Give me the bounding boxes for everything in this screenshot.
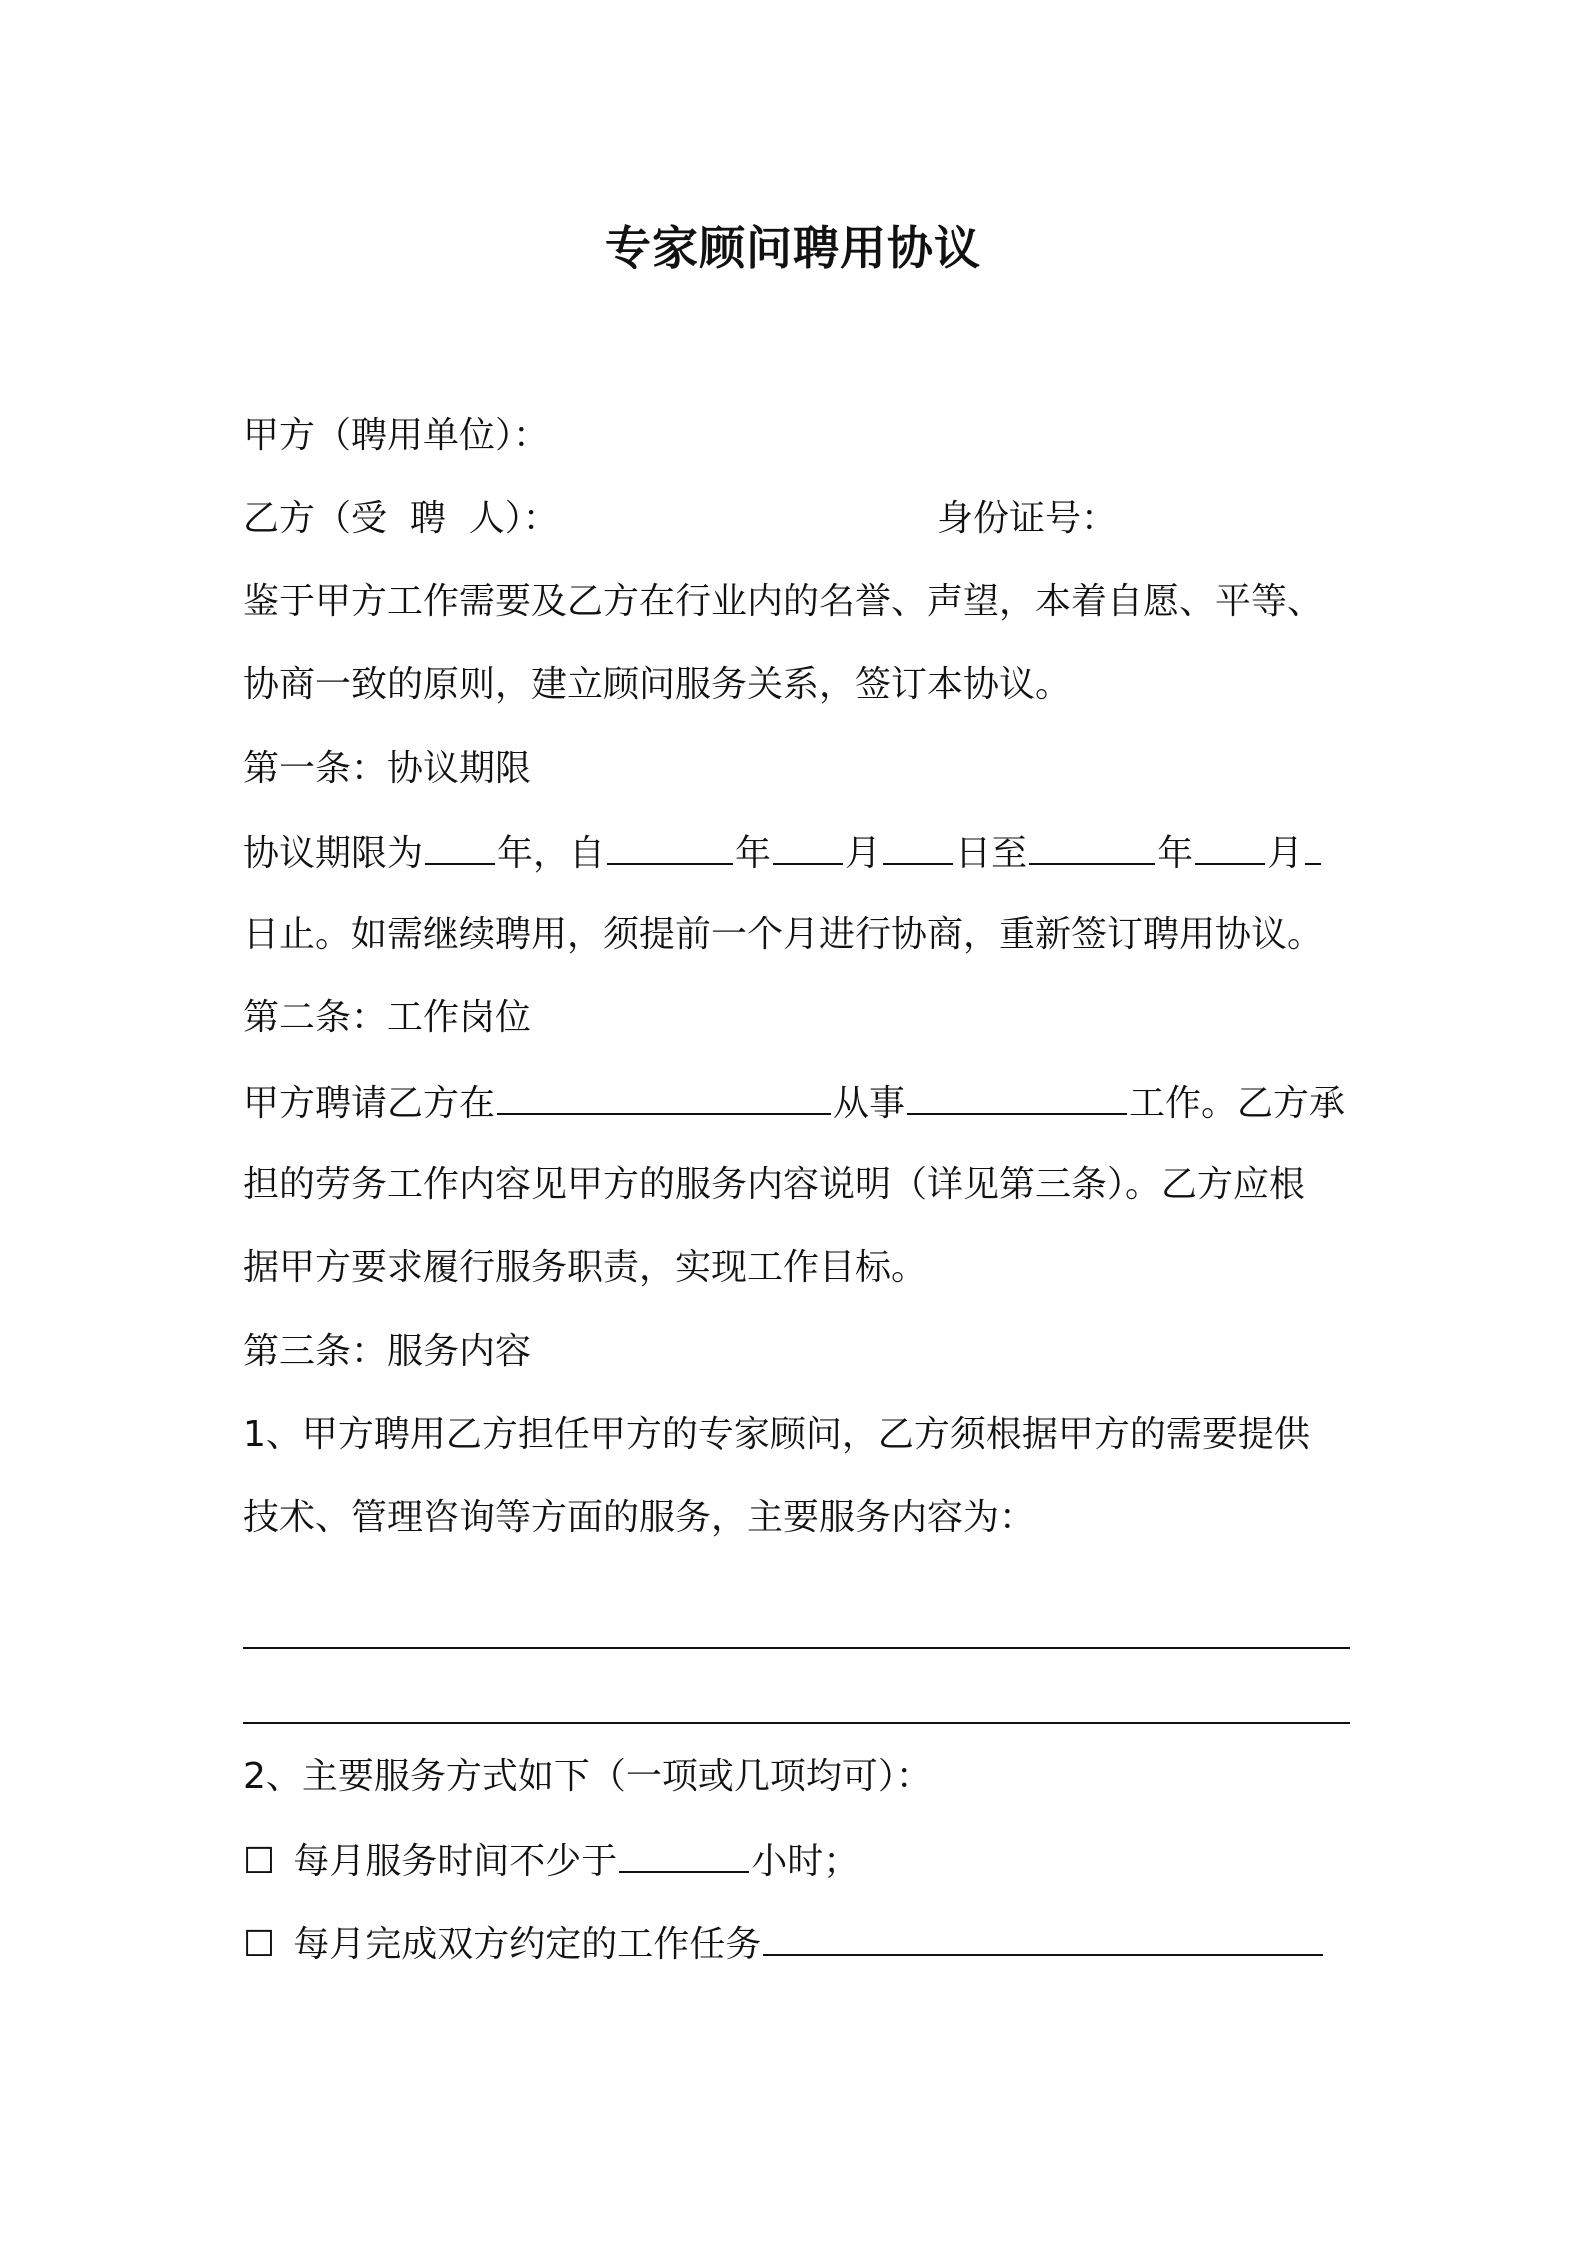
article-3-item-1-line-2: 技术、管理咨询等方面的服务，主要服务内容为：	[243, 1497, 1036, 1538]
post-prefix: 甲方聘请乙方在	[243, 1083, 496, 1124]
term-prefix: 协议期限为	[243, 833, 424, 874]
article-3-item-1-line-1: 1、甲方聘用乙方担任甲方的专家顾问，乙方须根据甲方的需要提供	[243, 1414, 1310, 1455]
party-b-label: 乙方（受 聘 人）：	[243, 498, 559, 539]
document-title: 专家顾问聘用协议	[605, 221, 981, 275]
start-month-blank[interactable]	[773, 827, 843, 865]
start-day-blank[interactable]	[883, 827, 953, 865]
option-1-suffix: 小时；	[751, 1841, 860, 1882]
article-2-line-2: 担的劳务工作内容见甲方的服务内容说明（详见第三条）。乙方应根	[243, 1164, 1306, 1205]
checkbox-option-1[interactable]: ☐	[243, 1841, 276, 1882]
checkbox-option-2[interactable]: ☐	[243, 1924, 276, 1965]
article-1-heading: 第一条：协议期限	[243, 748, 532, 789]
task-blank[interactable]	[763, 1918, 1323, 1956]
end-month-blank[interactable]	[1195, 827, 1265, 865]
preamble-line-1: 鉴于甲方工作需要及乙方在行业内的名誉、声望，本着自愿、平等、	[243, 581, 1324, 622]
preamble-line-2: 协商一致的原则，建立顾问服务关系，签订本协议。	[243, 664, 1072, 705]
option-2-line	[243, 1918, 1353, 1970]
option-1-prefix: 每月服务时间不少于	[293, 1841, 618, 1882]
term-text-4: 日至	[955, 833, 1028, 874]
term-text-1: 年，自	[497, 833, 606, 874]
end-day-blank[interactable]	[1305, 827, 1321, 865]
term-years-blank[interactable]	[425, 827, 495, 865]
term-text-5: 年	[1157, 833, 1194, 874]
id-number-label: 身份证号：	[937, 498, 1118, 539]
post-mid: 从事	[833, 1083, 906, 1124]
party-b-line	[243, 494, 1353, 544]
term-text-3: 月	[845, 833, 882, 874]
article-1-line-2: 日止。如需继续聘用，须提前一个月进行协商，重新签订聘用协议。	[243, 914, 1324, 955]
article-1-term-line	[243, 827, 1353, 879]
term-text-2: 年	[735, 833, 772, 874]
service-content-blank-2[interactable]	[243, 1722, 1350, 1724]
term-text-6: 月	[1267, 833, 1304, 874]
option-2-text: 每月完成双方约定的工作任务	[293, 1924, 762, 1965]
end-year-blank[interactable]	[1029, 827, 1155, 865]
post-suffix: 工作。乙方承	[1129, 1083, 1346, 1124]
article-2-line-3: 据甲方要求履行服务职责，实现工作目标。	[243, 1247, 928, 1288]
article-2-heading: 第二条：工作岗位	[243, 997, 532, 1038]
article-3-item-2: 2、主要服务方式如下（一项或几项均可）：	[243, 1756, 932, 1797]
service-content-blank-1[interactable]	[243, 1647, 1350, 1649]
post-work-blank[interactable]	[907, 1077, 1127, 1115]
article-2-line-1	[243, 1077, 1353, 1129]
option-1-line	[243, 1835, 1353, 1887]
monthly-hours-blank[interactable]	[619, 1835, 749, 1873]
article-3-heading: 第三条：服务内容	[243, 1331, 532, 1372]
party-a-line: 甲方（聘用单位）：	[243, 415, 550, 456]
start-year-blank[interactable]	[607, 827, 733, 865]
post-location-blank[interactable]	[497, 1077, 831, 1115]
